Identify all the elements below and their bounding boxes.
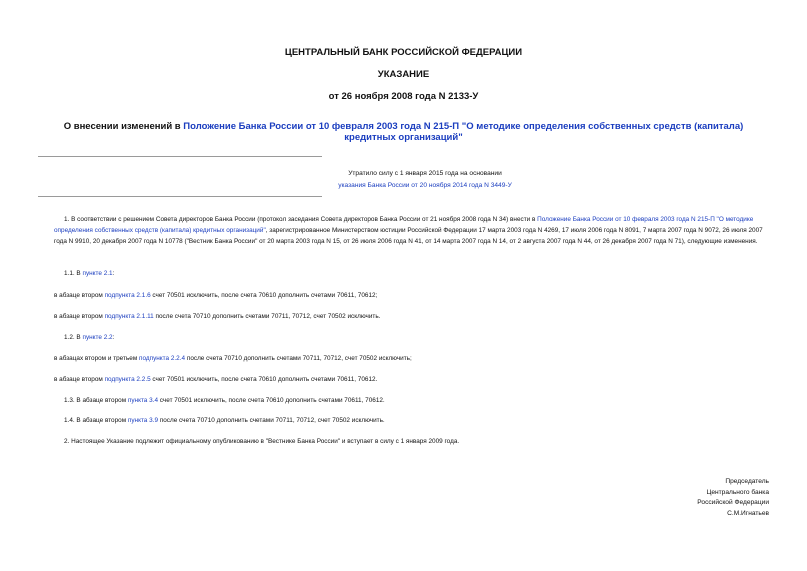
paragraph-1-text-a: 1. В соответствии с решением Совета директоров Банка России (протокол заседания Совета директоров Банка России от 21 ноября 2008 года N 34) внести в [64, 216, 538, 223]
link-point-3-9[interactable]: пункта 3.9 [127, 417, 159, 424]
document-title [60, 121, 747, 143]
title-regulation-link[interactable]: Положение Банка России от 10 февраля 2003 года N 215-П "О методике определения собственных средств (капитала) кредитных организаций" [183, 121, 744, 143]
title-prefix: О внесении изменений в [63, 121, 184, 132]
paragraph-1-3 [64, 395, 385, 406]
paragraph-1-4-text-b: после счета 70710 дополнить счетами 70711, 70712, счет 70502 исключить. [158, 417, 385, 424]
link-point-3-4[interactable]: пункта 3.4 [127, 397, 159, 404]
divider-top [38, 156, 322, 157]
paragraph-1-2-1-text-b: после счета 70710 дополнить счетами 70711, 70712, счет 70502 исключить; [185, 355, 412, 362]
divider-bottom [38, 196, 322, 197]
link-point-2-2[interactable]: пункте 2.2 [82, 334, 113, 341]
paragraph-1-text-b: , зарегистрированное Министерством юстиции Российской Федерации 17 марта 2003 года N 4269, 17 июля 2006 года N 8091, 7 марта 2007 года N 9072, 26 июля 2007 года N 9910, 20 декабря 2007 года N 10778 ("Вестник Банка России" от 20 марта 2003 года N 15, от 26 июля 2006 года N 41, от 14 марта 2007 года N 14, от 2 августа 2007 года N 44, от 26 декабря 2007 года N 71), следующие изменения. [54, 227, 763, 245]
signature-organization-2: Российской Федерации [697, 499, 769, 506]
link-subpoint-2-2-4[interactable]: подпункта 2.2.4 [139, 355, 186, 362]
paragraph-1-1-1-text-b: счет 70501 исключить, после счета 70610 дополнить счетами 70611, 70612; [150, 292, 378, 299]
signature-organization: Центрального банка [706, 488, 769, 496]
paragraph-1-3-text-a: 1.3. В абзаце втором [64, 397, 128, 404]
paragraph-1-1-2 [54, 311, 380, 322]
document-type: УКАЗАНИЕ [377, 69, 430, 80]
paragraph-1-2-2-text-a: в абзаце втором [54, 376, 105, 383]
status-note [320, 168, 530, 192]
paragraph-1-2-text-a: 1.2. В [64, 334, 83, 341]
status-note-link[interactable]: указания Банка России от 20 ноября 2014 года N 3449-У [338, 182, 512, 189]
issuer-heading: ЦЕНТРАЛЬНЫЙ БАНК РОССИЙСКОЙ ФЕДЕРАЦИИ [284, 47, 523, 58]
paragraph-1-4 [64, 415, 385, 426]
paragraph-1-1-1 [54, 290, 377, 301]
paragraph-1-3-text-b: счет 70501 исключить, после счета 70610 дополнить счетами 70611, 70612. [158, 397, 385, 404]
paragraph-1-1-1-text-a: в абзаце втором [54, 292, 105, 299]
paragraph-1-1-2-text-b: после счета 70710 дополнить счетами 70711, 70712, счет 70502 исключить. [153, 313, 381, 320]
paragraph-1-1-text-b: : [112, 270, 115, 277]
signature-name: С.М.Игнатьев [727, 509, 769, 517]
paragraph-1-2-text-b: : [112, 334, 115, 341]
paragraph-1-regulation-link[interactable]: Положение Банка России от 10 февраля 2003 года N 215-П "О методике определения собственных средств (капитала) кредитных организаций" [54, 216, 754, 234]
link-subpoint-2-1-6[interactable]: подпункта 2.1.6 [104, 292, 151, 299]
signature-block [697, 477, 769, 519]
paragraph-1-2 [64, 332, 114, 343]
paragraph-1 [54, 214, 770, 247]
paragraph-1-1-text-a: 1.1. В [64, 270, 83, 277]
paragraph-1-4-text-a: 1.4. В абзаце втором [64, 417, 128, 424]
paragraph-1-2-1-text-a: в абзацах втором и третьем [54, 355, 140, 362]
link-point-2-1[interactable]: пункте 2.1 [82, 270, 113, 277]
paragraph-1-1-2-text-a: в абзаце втором [54, 313, 105, 320]
status-note-text: Утратило силу с 1 января 2015 года на основании [348, 170, 502, 177]
paragraph-1-2-1 [54, 353, 412, 364]
link-subpoint-2-1-11[interactable]: подпункта 2.1.11 [104, 313, 154, 320]
signature-position: Председатель [725, 478, 769, 485]
paragraph-1-2-2-text-b: счет 70501 исключить, после счета 70610 дополнить счетами 70611, 70612. [150, 376, 378, 383]
paragraph-1-1 [64, 268, 114, 279]
paragraph-1-2-2 [54, 374, 377, 385]
link-subpoint-2-2-5[interactable]: подпункта 2.2.5 [104, 376, 151, 383]
paragraph-2: 2. Настоящее Указание подлежит официальному опубликованию в "Вестнике Банка России" и вступает в силу с 1 января 2009 года. [64, 438, 460, 445]
document-date-number: от 26 ноября 2008 года N 2133-У [328, 91, 479, 102]
